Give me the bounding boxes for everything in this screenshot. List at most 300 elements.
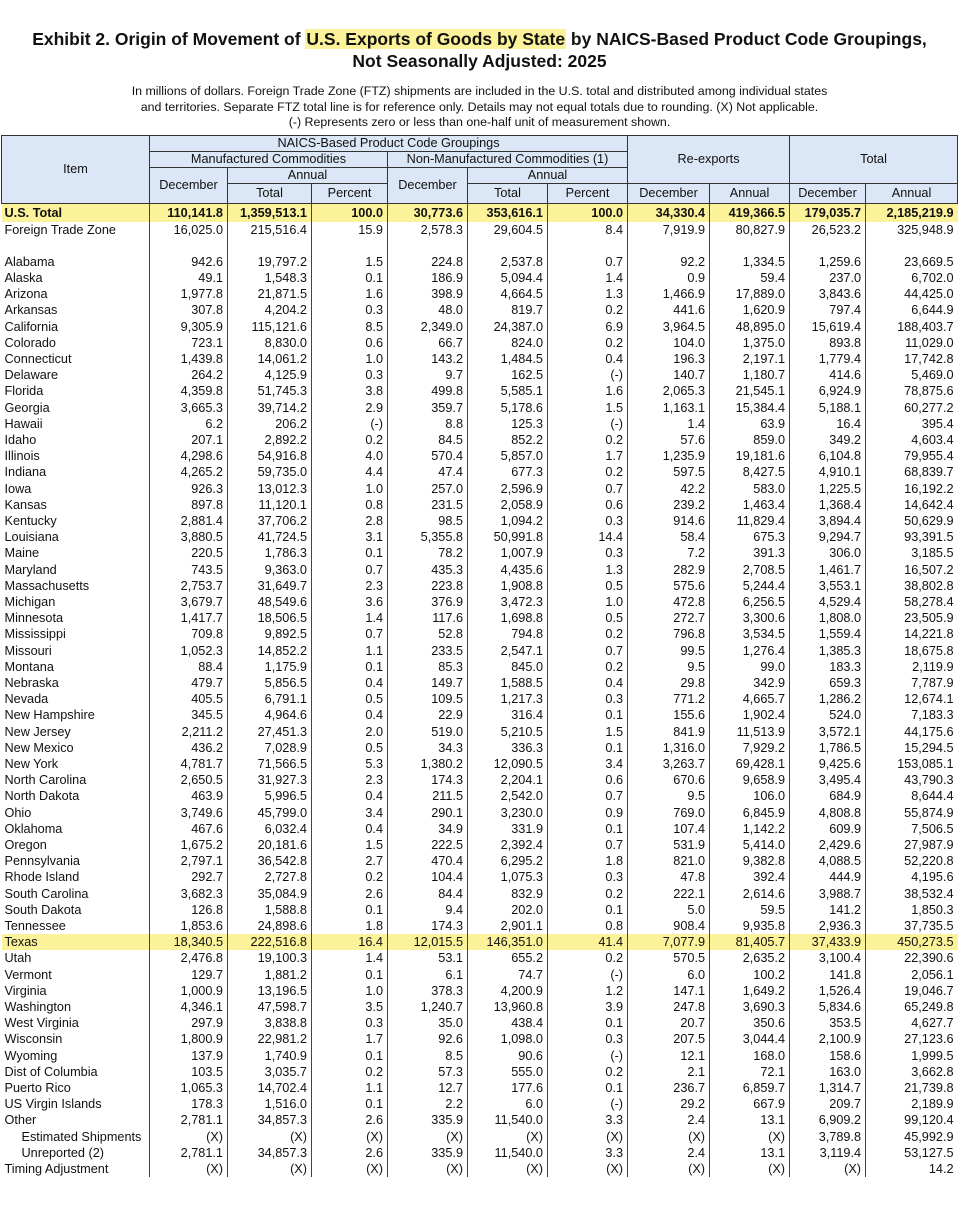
row-value: 3,665.3 — [150, 400, 228, 416]
row-value: 1.4 — [312, 950, 388, 966]
row-value: 140.7 — [628, 367, 710, 383]
row-value: 832.9 — [468, 886, 548, 902]
row-value: 6,644.9 — [866, 302, 958, 318]
table-row — [2, 1015, 958, 1031]
row-value: 104.4 — [388, 869, 468, 885]
row-value: 2,797.1 — [150, 853, 228, 869]
table-row — [2, 821, 958, 837]
row-value: 1,853.6 — [150, 918, 228, 934]
row-value: 14,702.4 — [228, 1080, 312, 1096]
exports-table — [1, 135, 958, 1178]
row-value: 684.9 — [790, 788, 866, 804]
row-value: 2,211.2 — [150, 724, 228, 740]
row-value: 8,644.4 — [866, 788, 958, 804]
row-item-label: Florida — [4, 384, 44, 399]
row-value: 3,964.5 — [628, 319, 710, 335]
header-total-december: December — [790, 183, 866, 203]
row-item-label: Dist of Columbia — [4, 1064, 98, 1079]
row-value: 0.3 — [312, 1015, 388, 1031]
row-value: 405.5 — [150, 691, 228, 707]
table-row — [2, 1031, 958, 1047]
row-value: 264.2 — [150, 367, 228, 383]
row-value: 5,996.5 — [228, 788, 312, 804]
row-value: 852.2 — [468, 432, 548, 448]
row-value: 3,880.5 — [150, 529, 228, 545]
row-value: 1,375.0 — [710, 335, 790, 351]
row-value: 1,977.8 — [150, 286, 228, 302]
row-value: 1,417.7 — [150, 610, 228, 626]
row-value: 22.9 — [388, 707, 468, 723]
row-value: 4,910.1 — [790, 464, 866, 480]
row-value: 0.9 — [548, 805, 628, 821]
row-value: 9.5 — [628, 659, 710, 675]
table-row — [2, 724, 958, 740]
row-value: 463.9 — [150, 788, 228, 804]
row-value: 307.8 — [150, 302, 228, 318]
row-value: 3,894.4 — [790, 513, 866, 529]
row-value: 2.7 — [312, 853, 388, 869]
row-value: 51,745.3 — [228, 383, 312, 399]
row-value: 1.4 — [628, 416, 710, 432]
header-mfg-percent: Percent — [312, 183, 388, 203]
row-value: 7,028.9 — [228, 740, 312, 756]
row-value: 58.4 — [628, 529, 710, 545]
row-value: 0.1 — [548, 707, 628, 723]
row-value: 7,506.5 — [866, 821, 958, 837]
row-value: 597.5 — [628, 464, 710, 480]
header-nonmfg-december: December — [388, 167, 468, 203]
row-value: 1,902.4 — [710, 707, 790, 723]
row-value: 6.9 — [548, 319, 628, 335]
row-value: 34,857.3 — [228, 1145, 312, 1161]
row-value: 335.9 — [388, 1145, 468, 1161]
row-value: 796.8 — [628, 626, 710, 642]
row-value: 5,178.6 — [468, 400, 548, 416]
row-value: 3,472.3 — [468, 594, 548, 610]
row-item-label: Iowa — [4, 481, 32, 496]
row-value: 2,727.8 — [228, 869, 312, 885]
row-value: 1,098.0 — [468, 1031, 548, 1047]
table-row — [2, 238, 958, 254]
row-value: 237.0 — [790, 270, 866, 286]
row-value: 44,425.0 — [866, 286, 958, 302]
row-value: 47,598.7 — [228, 999, 312, 1015]
row-value: 106.0 — [710, 788, 790, 804]
row-item-label: Delaware — [4, 368, 59, 383]
row-value: 1,484.5 — [468, 351, 548, 367]
row-item-label: Arizona — [4, 287, 48, 302]
header-mfg-total: Total — [228, 183, 312, 203]
row-value: 109.5 — [388, 691, 468, 707]
row-value: 0.4 — [548, 351, 628, 367]
row-value: 8,427.5 — [710, 464, 790, 480]
row-value: 29,604.5 — [468, 222, 548, 238]
table-row — [2, 529, 958, 545]
row-value: 8,830.0 — [228, 335, 312, 351]
row-value: 4.4 — [312, 464, 388, 480]
row-value: (X) — [710, 1161, 790, 1177]
title-line-2: Not Seasonally Adjusted: 2025 — [352, 51, 607, 71]
row-value: 14,852.2 — [228, 643, 312, 659]
row-value: 524.0 — [790, 707, 866, 723]
row-value: 6.0 — [468, 1096, 548, 1112]
row-value: 0.7 — [548, 481, 628, 497]
row-value: 2.2 — [388, 1096, 468, 1112]
row-item-label: Alabama — [4, 254, 55, 269]
row-value: 3,988.7 — [790, 886, 866, 902]
row-item-label: Texas — [2, 934, 150, 950]
row-value: 14.2 — [866, 1161, 958, 1177]
table-row — [2, 497, 958, 513]
row-value: 153,085.1 — [866, 756, 958, 772]
row-value: 472.8 — [628, 594, 710, 610]
row-value: 174.3 — [388, 772, 468, 788]
row-item-label: Louisiana — [4, 530, 59, 545]
row-value: 11,513.9 — [710, 724, 790, 740]
row-value: 188,403.7 — [866, 319, 958, 335]
row-value: 1,142.2 — [710, 821, 790, 837]
row-value: 1,259.6 — [790, 254, 866, 270]
row-value: 13,196.5 — [228, 983, 312, 999]
row-value: 0.2 — [548, 626, 628, 642]
row-value: 0.1 — [312, 902, 388, 918]
table-row — [2, 400, 958, 416]
row-value: (X) — [150, 1161, 228, 1177]
table-row — [2, 886, 958, 902]
row-value: 239.2 — [628, 497, 710, 513]
row-value: 1,466.9 — [628, 286, 710, 302]
header-naics: NAICS-Based Product Code Groupings — [150, 135, 628, 151]
row-value: 19,797.2 — [228, 254, 312, 270]
row-value: 1.4 — [548, 270, 628, 286]
row-value: (-) — [548, 1048, 628, 1064]
row-value: 1,999.5 — [866, 1048, 958, 1064]
row-value: 16.4 — [790, 416, 866, 432]
row-item-label: Connecticut — [4, 351, 72, 366]
row-value: 845.0 — [468, 659, 548, 675]
row-value: 3,263.7 — [628, 756, 710, 772]
row-value: 6,859.7 — [710, 1080, 790, 1096]
row-item-label: Nevada — [4, 692, 49, 707]
row-item-label: Wyoming — [4, 1048, 58, 1063]
row-value: 13.1 — [710, 1145, 790, 1161]
row-value: (X) — [468, 1161, 548, 1177]
row-value: 1.6 — [548, 383, 628, 399]
row-value: 0.3 — [548, 691, 628, 707]
row-value: 4,359.8 — [150, 383, 228, 399]
row-value: 211.5 — [388, 788, 468, 804]
row-value: 0.7 — [312, 626, 388, 642]
row-value: 335.9 — [388, 1112, 468, 1128]
row-value: 3,185.5 — [866, 545, 958, 561]
row-value: 3.4 — [312, 805, 388, 821]
row-value: 4,088.5 — [790, 853, 866, 869]
header-nonmfg-percent: Percent — [548, 183, 628, 203]
row-value: (X) — [388, 1161, 468, 1177]
row-value: 7.2 — [628, 545, 710, 561]
row-value: 414.6 — [790, 367, 866, 383]
row-value: 9,892.5 — [228, 626, 312, 642]
row-value: 3.6 — [312, 594, 388, 610]
header-total: Total — [790, 135, 958, 183]
row-item-label: Tennessee — [4, 919, 66, 934]
row-value: 1,620.9 — [710, 302, 790, 318]
row-value: 1,052.3 — [150, 643, 228, 659]
row-value: 0.2 — [548, 432, 628, 448]
row-value: 43,790.3 — [866, 772, 958, 788]
row-value: 3,044.4 — [710, 1031, 790, 1047]
row-value: 18,340.5 — [150, 934, 228, 950]
row-value: 0.3 — [548, 869, 628, 885]
row-value: 1,385.3 — [790, 643, 866, 659]
row-item-label: Idaho — [4, 432, 37, 447]
row-value: 743.5 — [150, 562, 228, 578]
row-value: 1.7 — [312, 1031, 388, 1047]
row-value: 23,669.5 — [866, 254, 958, 270]
row-value: 376.9 — [388, 594, 468, 610]
row-value: 5,585.1 — [468, 383, 548, 399]
row-value: 65,249.8 — [866, 999, 958, 1015]
row-value: 34.9 — [388, 821, 468, 837]
row-value: 14.4 — [548, 529, 628, 545]
row-item-label: North Dakota — [4, 789, 80, 804]
row-value: 14,061.2 — [228, 351, 312, 367]
row-value: 0.2 — [548, 950, 628, 966]
row-value: 3,838.8 — [228, 1015, 312, 1031]
row-value: 1,007.9 — [468, 545, 548, 561]
row-value: 35,084.9 — [228, 886, 312, 902]
exhibit-title — [0, 28, 959, 72]
row-value: 336.3 — [468, 740, 548, 756]
row-value: 196.3 — [628, 351, 710, 367]
row-value: 1.5 — [548, 724, 628, 740]
row-item-label: Wisconsin — [4, 1032, 63, 1047]
row-value: 9,363.0 — [228, 562, 312, 578]
row-value: 12,090.5 — [468, 756, 548, 772]
row-value: (X) — [388, 1129, 468, 1145]
row-value: 395.4 — [866, 416, 958, 432]
row-value: 1,439.8 — [150, 351, 228, 367]
row-value: 103.5 — [150, 1064, 228, 1080]
row-value: 1,649.2 — [710, 983, 790, 999]
table-row — [2, 383, 958, 399]
row-value: 824.0 — [468, 335, 548, 351]
table-row — [2, 1112, 958, 1128]
row-item-label: Ohio — [4, 805, 32, 820]
row-item-label: California — [4, 319, 59, 334]
row-value: 85.3 — [388, 659, 468, 675]
table-row — [2, 1080, 958, 1096]
row-value: (X) — [228, 1161, 312, 1177]
row-value: 0.2 — [548, 1064, 628, 1080]
row-value: 1,559.4 — [790, 626, 866, 642]
row-item-label: Kansas — [4, 497, 47, 512]
row-value: (X) — [628, 1161, 710, 1177]
row-value: 350.6 — [710, 1015, 790, 1031]
row-value: 57.6 — [628, 432, 710, 448]
row-value: 325,948.9 — [866, 222, 958, 238]
table-row — [2, 643, 958, 659]
row-value: 2,056.1 — [866, 967, 958, 983]
row-value: 8.5 — [388, 1048, 468, 1064]
row-value: 3,230.0 — [468, 805, 548, 821]
row-value: 841.9 — [628, 724, 710, 740]
row-value: 3,553.1 — [790, 578, 866, 594]
row-value: 398.9 — [388, 286, 468, 302]
row-value: 1.8 — [548, 853, 628, 869]
table-row — [2, 464, 958, 480]
row-value: 4,204.2 — [228, 302, 312, 318]
row-value: 771.2 — [628, 691, 710, 707]
row-value: 59,735.0 — [228, 464, 312, 480]
row-value: 12.7 — [388, 1080, 468, 1096]
row-value: 1,316.0 — [628, 740, 710, 756]
row-value: 0.4 — [312, 788, 388, 804]
row-value: 15.9 — [312, 222, 388, 238]
row-value: 1,314.7 — [790, 1080, 866, 1096]
row-value: 3,119.4 — [790, 1145, 866, 1161]
row-value: 2,881.4 — [150, 513, 228, 529]
row-value: 575.6 — [628, 578, 710, 594]
row-item-label: Arkansas — [4, 303, 58, 318]
row-item-label: Minnesota — [4, 611, 64, 626]
row-value: 4,435.6 — [468, 562, 548, 578]
row-value: 19,181.6 — [710, 448, 790, 464]
row-value: 16,507.2 — [866, 562, 958, 578]
row-value: 3,682.3 — [150, 886, 228, 902]
row-value: 38,802.8 — [866, 578, 958, 594]
row-value: 1.2 — [548, 983, 628, 999]
row-value: 8.4 — [548, 222, 628, 238]
row-value: 5.0 — [628, 902, 710, 918]
row-value: 4,964.6 — [228, 707, 312, 723]
row-value: 6.0 — [628, 967, 710, 983]
row-value: 3,300.6 — [710, 610, 790, 626]
row-value: 819.7 — [468, 302, 548, 318]
table-row — [2, 203, 958, 222]
title-prefix: Exhibit 2. Origin of Movement of — [32, 29, 306, 49]
table-row — [2, 448, 958, 464]
row-value: 7,183.3 — [866, 707, 958, 723]
row-value: 306.0 — [790, 545, 866, 561]
row-value: 99.0 — [710, 659, 790, 675]
row-item-label: US Virgin Islands — [4, 1097, 102, 1112]
row-value: 4,265.2 — [150, 464, 228, 480]
row-value: 222,516.8 — [228, 934, 312, 950]
row-value: 6,256.5 — [710, 594, 790, 610]
row-value: 34.3 — [388, 740, 468, 756]
header-nonmfg-total: Total — [468, 183, 548, 203]
row-value: 9,294.7 — [790, 529, 866, 545]
row-value: 36,542.8 — [228, 853, 312, 869]
row-value: 450,273.5 — [866, 934, 958, 950]
note-line-3: (-) Represents zero or less than one-half unit of measurement shown. — [288, 115, 671, 129]
row-value: 1,276.4 — [710, 643, 790, 659]
table-row — [2, 302, 958, 318]
row-value: 1.5 — [312, 254, 388, 270]
row-value: 72.1 — [710, 1064, 790, 1080]
row-value: 794.8 — [468, 626, 548, 642]
row-value: 583.0 — [710, 481, 790, 497]
row-item-label: Puerto Rico — [4, 1081, 71, 1096]
table-row — [2, 788, 958, 804]
row-value: 177.6 — [468, 1080, 548, 1096]
row-item-label: Hawaii — [4, 416, 43, 431]
row-value: 222.1 — [628, 886, 710, 902]
row-value: 2,537.8 — [468, 254, 548, 270]
row-value: 0.4 — [548, 675, 628, 691]
row-value: 18,506.5 — [228, 610, 312, 626]
row-value: 26,523.2 — [790, 222, 866, 238]
row-value: 1,588.8 — [228, 902, 312, 918]
row-item-label: Mississippi — [4, 627, 66, 642]
row-value: 100.0 — [548, 203, 628, 222]
row-value: 0.1 — [548, 740, 628, 756]
table-row — [2, 675, 958, 691]
row-value: (X) — [150, 1129, 228, 1145]
row-item-label: Other — [4, 1113, 37, 1128]
row-value: 4,298.6 — [150, 448, 228, 464]
table-row — [2, 270, 958, 286]
row-value: 92.6 — [388, 1031, 468, 1047]
row-value: 13.1 — [710, 1112, 790, 1128]
row-value: 0.2 — [548, 659, 628, 675]
row-value: 821.0 — [628, 853, 710, 869]
row-value: 0.2 — [312, 869, 388, 885]
row-value: 78.2 — [388, 545, 468, 561]
row-value: 37,706.2 — [228, 513, 312, 529]
row-value: 0.6 — [548, 497, 628, 513]
row-value: 49.1 — [150, 270, 228, 286]
row-value: 1,779.4 — [790, 351, 866, 367]
row-value: 3,749.6 — [150, 805, 228, 821]
row-value: 98.5 — [388, 513, 468, 529]
row-value: 1,548.3 — [228, 270, 312, 286]
row-value: 6,909.2 — [790, 1112, 866, 1128]
row-value: 499.8 — [388, 383, 468, 399]
row-value: 441.6 — [628, 302, 710, 318]
note-line-1: In millions of dollars. Foreign Trade Zone (FTZ) shipments are included in the U.S. total and distributed among individual states — [131, 84, 828, 98]
row-value: 0.1 — [312, 659, 388, 675]
row-value: 7,929.2 — [710, 740, 790, 756]
row-value: 1,908.8 — [468, 578, 548, 594]
row-value: 6.2 — [150, 416, 228, 432]
row-value: 34,857.3 — [228, 1112, 312, 1128]
row-value: 0.5 — [312, 740, 388, 756]
header-item: Item — [2, 135, 150, 203]
row-value: 45,799.0 — [228, 805, 312, 821]
row-value: 1.0 — [312, 983, 388, 999]
row-value: 3.3 — [548, 1145, 628, 1161]
row-value: 2,392.4 — [468, 837, 548, 853]
row-value: 178.3 — [150, 1096, 228, 1112]
row-value: 141.2 — [790, 902, 866, 918]
row-value: 21,739.8 — [866, 1080, 958, 1096]
row-value: 174.3 — [388, 918, 468, 934]
row-value: 22,981.2 — [228, 1031, 312, 1047]
header-manufactured: Manufactured Commodities — [150, 151, 388, 167]
row-value: 2.4 — [628, 1112, 710, 1128]
row-value: 16,025.0 — [150, 222, 228, 238]
row-value: 19,046.7 — [866, 983, 958, 999]
row-value: 48,895.0 — [710, 319, 790, 335]
row-value: 6,845.9 — [710, 805, 790, 821]
row-value: 6,702.0 — [866, 270, 958, 286]
row-item-label: Virginia — [4, 983, 47, 998]
row-value: 670.6 — [628, 772, 710, 788]
row-value: (-) — [548, 416, 628, 432]
row-value: 555.0 — [468, 1064, 548, 1080]
